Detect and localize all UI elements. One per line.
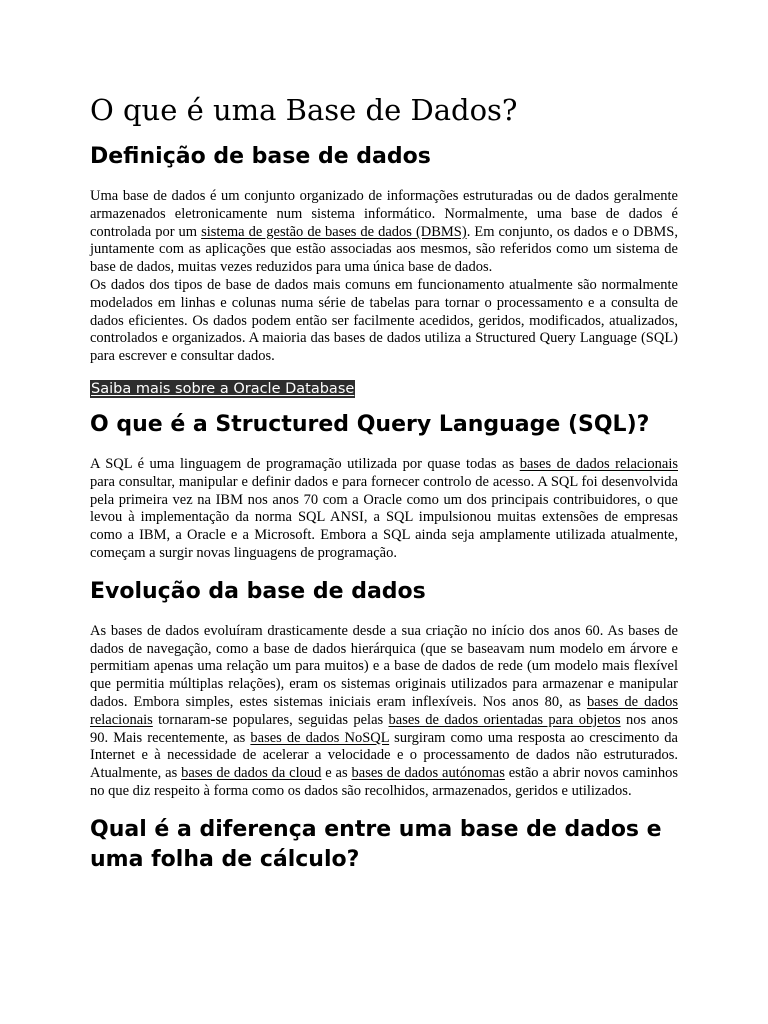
text-run: surgiram como uma resposta ao crescimento da Internet e à necessidade de acelerar a velocidade e o processamento de dados não estruturados. Atualmente, as: [90, 729, 678, 782]
link-cloud-databases[interactable]: bases de dados da cloud: [181, 765, 322, 782]
section-heading-evolution: Evolução da base de dados: [90, 578, 426, 604]
text-run: . Em conjunto, os dados e o DBMS, juntamente com as aplicações que estão associadas aos mesmos, são referidos como um sistema de base de dados, muitas vezes reduzidos para uma única base de dados.: [90, 223, 678, 276]
text-run: para consultar, manipular e definir dados e para fornecer controlo de acesso. A SQL foi desenvolvida pela primeira vez na IBM nos anos 70 com a Oracle como um dos principais contribuidores, o que levou à implementação da norma SQL ANSI, a SQL impulsionou muitas extensões de empresas como a IBM, a Oracle e a Microsoft. Embora a SQL ainda seja amplamente utilizada atualmente, começam a surgir novas linguagens de programação.: [90, 473, 678, 561]
oracle-database-cta-link[interactable]: Saiba mais sobre a Oracle Database: [91, 380, 355, 397]
text-run: A SQL é uma linguagem de programação utilizada por quase todas as: [90, 455, 520, 472]
link-dbms[interactable]: sistema de gestão de bases de dados (DBMS): [201, 223, 467, 240]
section-heading-definition: Definição de base de dados: [90, 144, 431, 169]
paragraph-sql: [90, 456, 678, 563]
link-object-oriented-databases[interactable]: bases de dados orientadas para objetos: [388, 711, 621, 728]
text-run: tornaram-se populares, seguidas pelas: [152, 711, 389, 728]
paragraph-data-types: Os dados dos tipos de base de dados mais comuns em funcionamento atualmente são normalmente modelados em linhas e colunas numa série de tabelas para tornar o processamento e a consulta de dados eficientes. Os dados podem então ser facilmente acedidos, geridos, modificados, atualizados, controlados e organizados. A maioria das bases de dados utiliza a Structured Query Language (SQL) para escrever e consultar dados.: [90, 276, 678, 365]
text-run: As bases de dados evoluíram drasticamente desde a sua criação no início dos anos 60. As bases de dados de navegação, como a base de dados hierárquica (que se baseavam num modelo em árvore e permitiam apenas uma relação um para muitos) e a base de dados de rede (um modelo mais flexível que permitia múltiplas relações), eram os sistemas originais utilizados para armazenar e manipular dados. Embora simples, estes sistemas iniciais eram inflexíveis. Nos anos 80, as: [90, 622, 678, 710]
section-heading-sql: O que é a Structured Query Language (SQL)?: [90, 411, 650, 437]
text-run: estão a abrir novos caminhos no que diz respeito à forma como os dados são recolhidos, armazenados, geridos e utilizados.: [90, 765, 679, 799]
paragraph-definition: [90, 188, 678, 277]
page-title: O que é uma Base de Dados?: [90, 93, 518, 127]
text-run: e as: [321, 765, 352, 782]
document-page: [90, 90, 678, 891]
paragraph-evolution: [90, 623, 678, 801]
text-run: nos anos 90. Mais recentemente, as: [90, 711, 679, 746]
link-relational-databases[interactable]: bases de dados relacionais: [519, 455, 678, 472]
link-autonomous-databases[interactable]: bases de dados autónomas: [351, 765, 505, 782]
link-relational-databases-2[interactable]: bases de dados relacionais: [90, 693, 678, 728]
text-run: Uma base de dados é um conjunto organizado de informações estruturadas ou de dados geralmente armazenados eletronicamente num sistema informático. Normalmente, uma base de dados é controlada por um: [90, 188, 678, 240]
section-heading-spreadsheet: Qual é a diferença entre uma base de dados e uma folha de cálculo?: [90, 816, 662, 872]
link-nosql-databases[interactable]: bases de dados NoSQL: [250, 729, 390, 746]
